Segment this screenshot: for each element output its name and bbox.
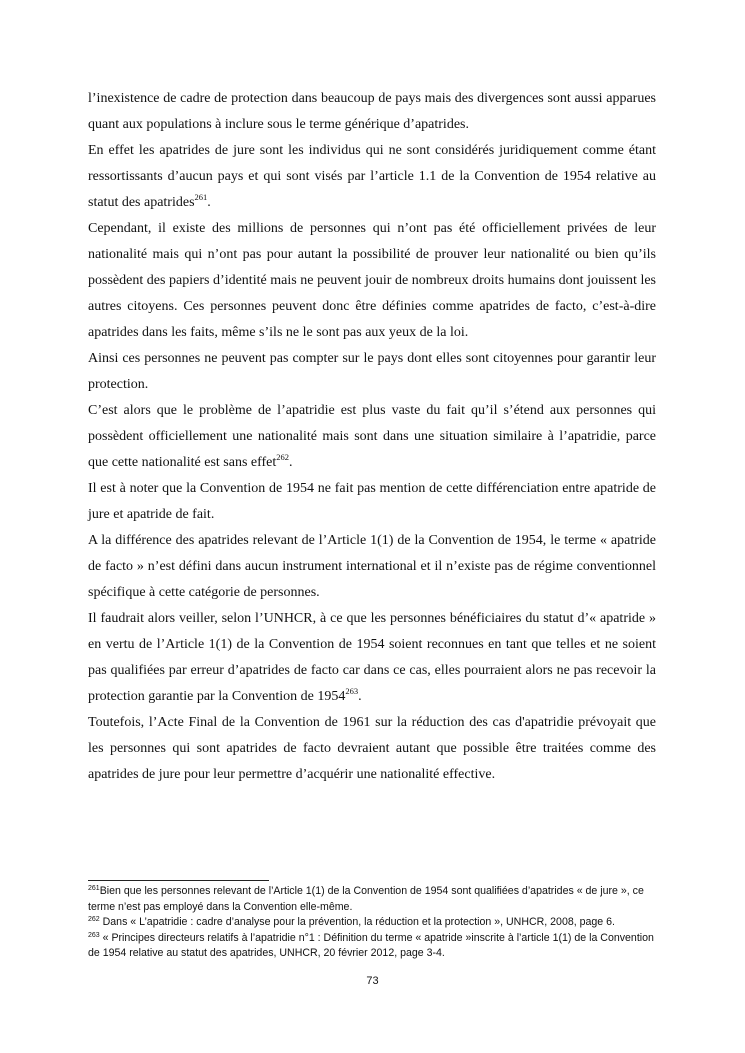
footnote-text: Bien que les personnes relevant de l’Article 1(1) de la Convention de 1954 sont qualifiées d’apatrides « de jure », ce terme n’est pas employé dans la Convention elle-même.	[88, 885, 644, 913]
footnote-number: 261	[88, 885, 100, 892]
paragraph-7: A la différence des apatrides relevant de l’Article 1(1) de la Convention de 1954, le terme « apatride de facto » n’est défini dans aucun instrument international et il n’existe pas de régime conventionnel spécifique à cette catégorie de personnes.	[88, 533, 656, 600]
paragraph-2: En effet les apatrides de jure sont les individus qui ne sont considérés juridiquement comme étant ressortissants d’aucun pays et qui sont visés par l’article 1.1 de la Convention de 1954 relative au statut des apatrides$^{261}$.	[88, 143, 656, 210]
footnote-separator	[88, 880, 269, 881]
footnote-ref-261[interactable]: 261	[194, 192, 208, 202]
footnote-261	[88, 884, 656, 915]
paragraph-4: Ainsi ces personnes ne peuvent pas compter sur le pays dont elles sont citoyennes pour garantir leur protection.	[88, 351, 656, 392]
paragraph-6: Il est à noter que la Convention de 1954 ne fait pas mention de cette différenciation entre apatride de jure et apatride de fait.	[88, 481, 656, 522]
footnote-ref-263[interactable]: 263	[345, 686, 359, 696]
footnote-263	[88, 931, 656, 962]
footnote-text: Dans « L’apatridie : cadre d’analyse pour la prévention, la réduction et la protection », UNHCR, 2008, page 6.	[99, 916, 615, 928]
page-number: 73	[366, 975, 379, 987]
footnote-number: 262	[88, 916, 100, 923]
paragraph-8: Il faudrait alors veiller, selon l’UNHCR, à ce que les personnes bénéficiaires du statut d’« apatride » en vertu de l’Article 1(1) de la Convention de 1954 soient reconnues en tant que telles et ne soient pas qualifiées par erreur d’apatrides de facto car dans ce cas, elles pourraient alors ne pas recevoir la protection garantie par la Convention de 1954$^{263}$.	[88, 611, 656, 704]
body-text	[88, 86, 656, 788]
footnote-ref-262[interactable]: 262	[276, 452, 290, 462]
paragraph-9: Toutefois, l’Acte Final de la Convention de 1961 sur la réduction des cas d'apatridie prévoyait que les personnes qui sont apatrides de facto devraient autant que possible être traitées comme des apatrides de jure pour leur permettre d’acquérir une nationalité effective.	[88, 715, 656, 782]
paragraph-1: l’inexistence de cadre de protection dans beaucoup de pays mais des divergences sont aussi apparues quant aux populations à inclure sous le terme générique d’apatrides.	[88, 91, 656, 132]
paragraph-5: C’est alors que le problème de l’apatridie est plus vaste du fait qu’il s’étend aux personnes qui possèdent officiellement une nationalité mais sont dans une situation similaire à l’apatridie, parce que cette nationalité est sans effet$^{262}$.	[88, 403, 656, 470]
footnote-number: 263	[88, 931, 100, 939]
footnotes	[88, 884, 656, 962]
footnote-262	[88, 915, 656, 931]
footnote-text: « Principes directeurs relatifs à l’apatridie n°1 : Définition du terme « apatride »inscrite à l’article 1(1) de la Convention de 1954 relative au statut des apatrides, UNHCR, 20 février 2012, page 3-4.	[88, 931, 654, 959]
paragraph-3: Cependant, il existe des millions de personnes qui n’ont pas été officiellement privées de leur nationalité mais qui n’ont pas pour autant la possibilité de prouver leur nationalité ou bien qu’ils possèdent des papiers d’identité mais ne peuvent jouir de nombreux droits humains dont jouissent les autres citoyens. Ces personnes peuvent donc être définies comme apatrides de facto, c’est-à-dire apatrides dans les faits, même s’ils ne le sont pas aux yeux de la loi.	[88, 221, 656, 340]
